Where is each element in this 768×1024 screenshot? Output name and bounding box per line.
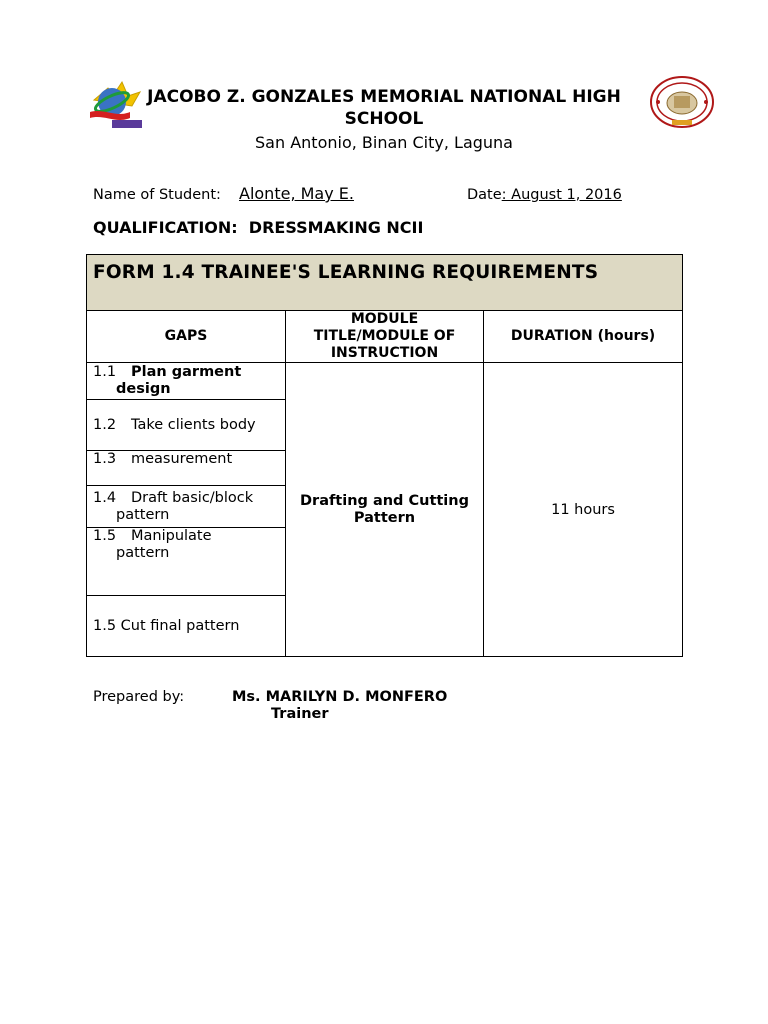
gap-item: 1.2 Take clients body	[87, 400, 286, 451]
qualification-label: QUALIFICATION:	[93, 218, 238, 237]
gap-item: 1.5 Manipulate pattern	[87, 528, 286, 596]
gap-item: 1.4 Draft basic/block pattern	[87, 486, 286, 528]
school-address: San Antonio, Binan City, Laguna	[255, 133, 513, 152]
header-duration: DURATION (hours)	[484, 311, 683, 363]
student-name-value: Alonte, May E.	[239, 184, 354, 203]
date-row	[467, 184, 622, 206]
preparer-name: Ms. MARILYN D. MONFERO	[232, 689, 448, 705]
qualification-value: DRESSMAKING NCII	[248, 218, 424, 237]
form-title-cell	[87, 255, 683, 311]
form-title: FORM 1.4 TRAINEE'S LEARNING REQUIREMENTS	[93, 262, 599, 283]
gap-item: 1.3 measurement	[87, 451, 286, 486]
school-name: JACOBO Z. GONZALES MEMORIAL NATIONAL HIGH SCHOOL	[147, 87, 621, 129]
duration-value: 11 hours	[484, 363, 683, 657]
student-name-label: Name of Student:	[93, 187, 221, 203]
gap-item: 1.1 Plan garment design	[87, 363, 286, 400]
gap-item: 1.5 Cut final pattern	[87, 596, 286, 657]
prepared-by-label: Prepared by:	[93, 689, 185, 705]
school-seal	[650, 76, 714, 128]
learning-requirements-table	[86, 254, 683, 657]
date-label: Date	[467, 187, 502, 203]
qualification-line	[93, 217, 423, 239]
module-title: Drafting and Cutting Pattern	[286, 363, 484, 657]
student-name-row	[93, 183, 354, 206]
header-gaps: GAPS	[87, 311, 286, 363]
date-value: : August 1, 2016	[501, 187, 622, 203]
header-module: MODULE TITLE/MODULE OF INSTRUCTION	[286, 311, 484, 363]
preparer-role: Trainer	[271, 706, 329, 722]
